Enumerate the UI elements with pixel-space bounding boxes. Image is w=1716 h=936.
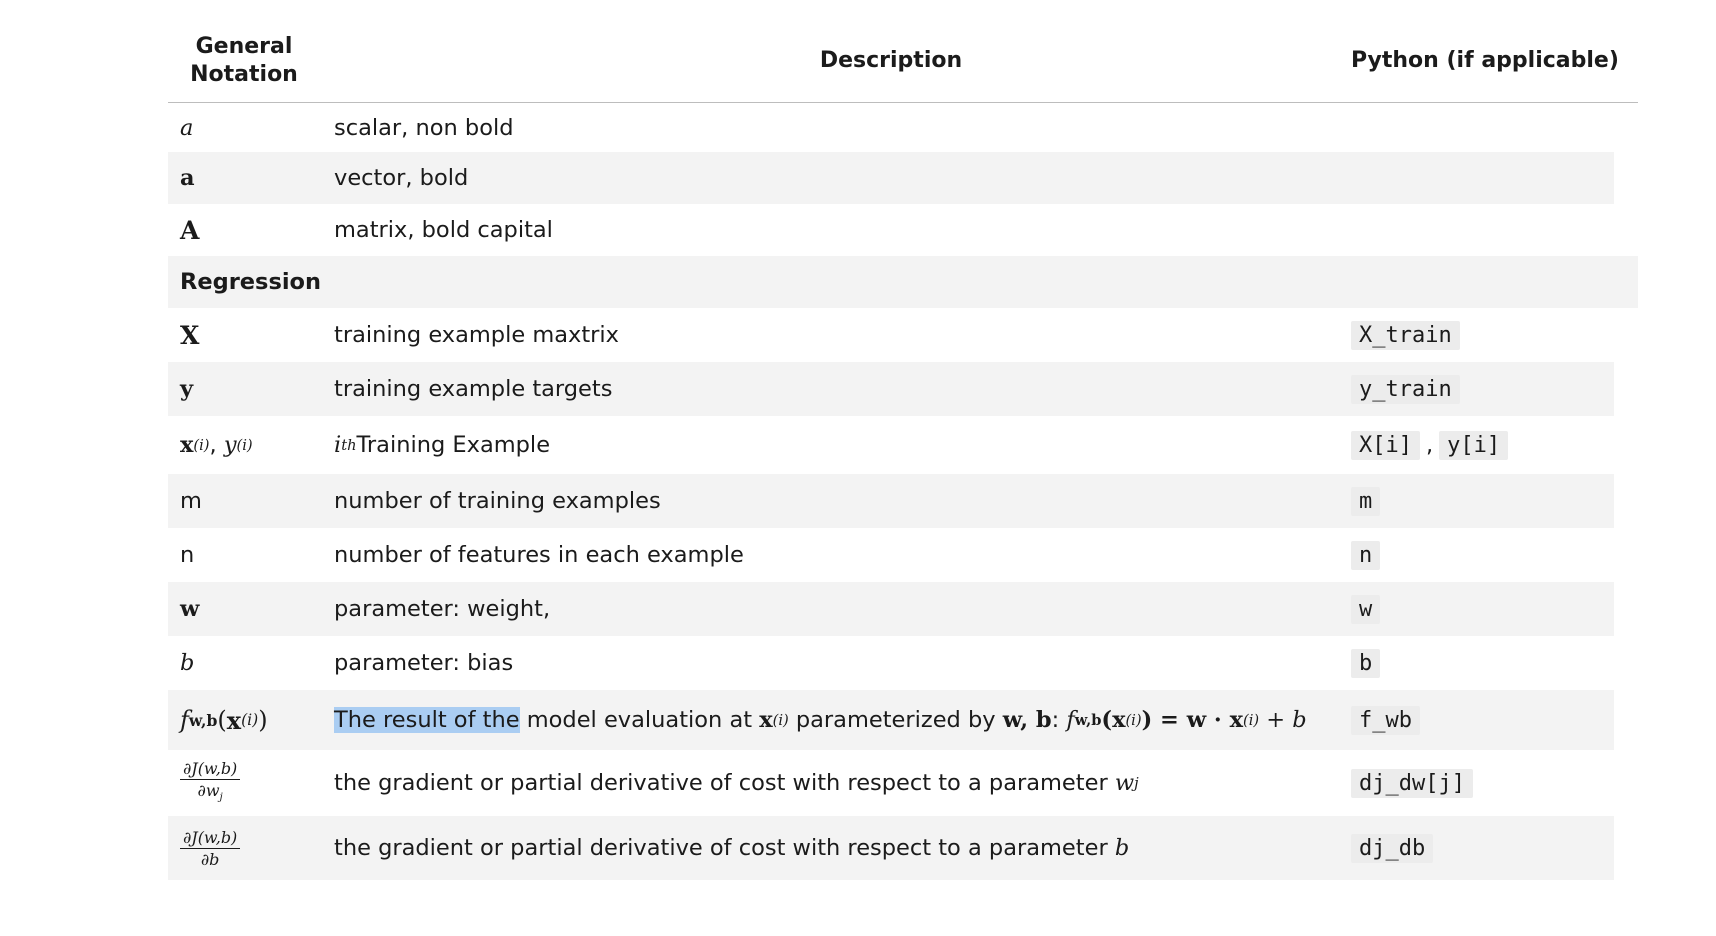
eq-f: f [1066, 707, 1075, 733]
python-cell [1351, 636, 1380, 690]
notation-sup-y: (i) [236, 436, 253, 454]
notation-cell: b [180, 650, 195, 676]
code-snippet: b [1351, 649, 1380, 678]
desc-sub: th [341, 436, 357, 454]
code-snippet: X[i] [1351, 431, 1420, 460]
table-row [168, 690, 1614, 750]
notation-cell: A [180, 215, 200, 245]
fraction-den-text: ∂w [197, 780, 220, 800]
notation-cell: X [180, 320, 200, 350]
python-cell [1351, 582, 1380, 636]
header-description: Description [819, 48, 963, 73]
eq-part: + b [1259, 707, 1307, 733]
table-row [168, 474, 1614, 528]
description-cell: number of features in each example [334, 542, 744, 568]
partial-derivative-fraction [180, 759, 240, 807]
python-cell [1351, 416, 1508, 474]
description-cell: vector, bold [334, 165, 469, 191]
table-row [168, 636, 1614, 690]
selected-text[interactable]: The result of the [334, 707, 520, 733]
python-cell [1351, 690, 1420, 750]
header-general-notation [168, 33, 320, 89]
notation-x: x [180, 432, 194, 458]
desc-wb: w, b [1002, 707, 1052, 733]
notation-cell: a [180, 115, 194, 141]
description-cell [334, 816, 1374, 880]
eq-sup: (i) [1125, 711, 1142, 729]
desc-x: x [759, 707, 773, 733]
python-cell [1351, 474, 1380, 528]
notation-sub: w,b [188, 710, 218, 730]
notation-f: f [180, 706, 189, 734]
header-python: Python (if applicable) [1351, 48, 1619, 73]
notation-comma: , [209, 432, 217, 458]
python-cell [1351, 750, 1473, 816]
description-cell [334, 690, 1374, 750]
notation-cell: y [180, 376, 194, 402]
description-cell: parameter: weight, [334, 596, 551, 622]
notation-table [168, 0, 1638, 869]
description-cell: number of training examples [334, 488, 661, 514]
table-header [168, 0, 1638, 103]
section-label: Regression [180, 269, 322, 295]
python-cell [1351, 528, 1380, 582]
section-row [168, 256, 1638, 308]
python-cell [1351, 816, 1433, 880]
table-row [168, 416, 1614, 474]
description-cell [334, 416, 1374, 474]
code-separator: , [1425, 432, 1434, 458]
notation-close: ) [258, 706, 268, 734]
desc-i: i [334, 432, 342, 458]
code-snippet: f_wb [1351, 706, 1420, 735]
desc-text: the gradient or partial derivative of cost with respect to a parameter [334, 835, 1115, 861]
desc-text: parameterized by [788, 707, 1003, 733]
notation-cell [180, 750, 320, 816]
notation-cell [180, 690, 320, 750]
code-snippet: dj_dw[j] [1351, 769, 1473, 798]
desc-colon: : [1051, 707, 1067, 733]
fraction-denominator [198, 780, 223, 807]
code-snippet: dj_db [1351, 834, 1433, 863]
notation-sup: (i) [241, 711, 259, 729]
notation-cell: w [180, 596, 200, 622]
notation-y: y [223, 432, 237, 458]
table-row [168, 750, 1614, 816]
python-cell [1351, 308, 1460, 362]
code-snippet: y[i] [1439, 431, 1508, 460]
desc-text: Training Example [356, 432, 551, 458]
notation-cell: n [180, 542, 195, 568]
fraction-den-sub: j [219, 791, 223, 804]
partial-derivative-fraction [180, 828, 240, 869]
table-row [168, 362, 1614, 416]
description-cell: scalar, non bold [334, 115, 514, 141]
table-row [168, 308, 1614, 362]
table-row [168, 152, 1614, 204]
header-notation-line1: General [195, 34, 293, 59]
code-snippet: y_train [1351, 375, 1460, 404]
notation-cell [180, 816, 320, 880]
fraction-numerator: ∂J(w,b) [180, 828, 240, 849]
description-cell: matrix, bold capital [334, 217, 553, 243]
notation-cell: m [180, 488, 202, 514]
table-row [168, 816, 1614, 880]
table-row [168, 204, 1614, 256]
notation-cell [180, 416, 320, 474]
eq-sub: w,b [1074, 711, 1102, 729]
eq-sup: (i) [1243, 711, 1260, 729]
code-snippet: X_train [1351, 321, 1460, 350]
table-row [168, 582, 1614, 636]
table-row [168, 104, 1614, 152]
code-snippet: m [1351, 487, 1380, 516]
header-notation-line2: Notation [190, 62, 298, 87]
description-cell [334, 750, 1374, 816]
notation-open: ( [217, 706, 227, 734]
description-cell: training example targets [334, 376, 613, 402]
code-snippet: w [1351, 595, 1380, 624]
desc-var: w [1114, 770, 1135, 796]
eq-part: ) = w · x [1141, 707, 1244, 733]
desc-var-sub: j [1134, 774, 1139, 792]
notation-sup: (i) [193, 436, 210, 454]
description-cell: parameter: bias [334, 650, 514, 676]
table-row [168, 528, 1614, 582]
fraction-numerator: ∂J(w,b) [180, 759, 240, 780]
desc-text: model evaluation at [519, 707, 760, 733]
python-cell [1351, 362, 1460, 416]
desc-var: b [1114, 835, 1130, 861]
desc-text: the gradient or partial derivative of cost with respect to a parameter [334, 770, 1115, 796]
description-cell: training example maxtrix [334, 322, 619, 348]
eq-part: (x [1101, 707, 1126, 733]
fraction-denominator: ∂b [200, 849, 220, 869]
notation-cell: a [180, 165, 195, 191]
code-snippet: n [1351, 541, 1380, 570]
notation-x: x [226, 705, 242, 735]
desc-sup: (i) [772, 711, 789, 729]
